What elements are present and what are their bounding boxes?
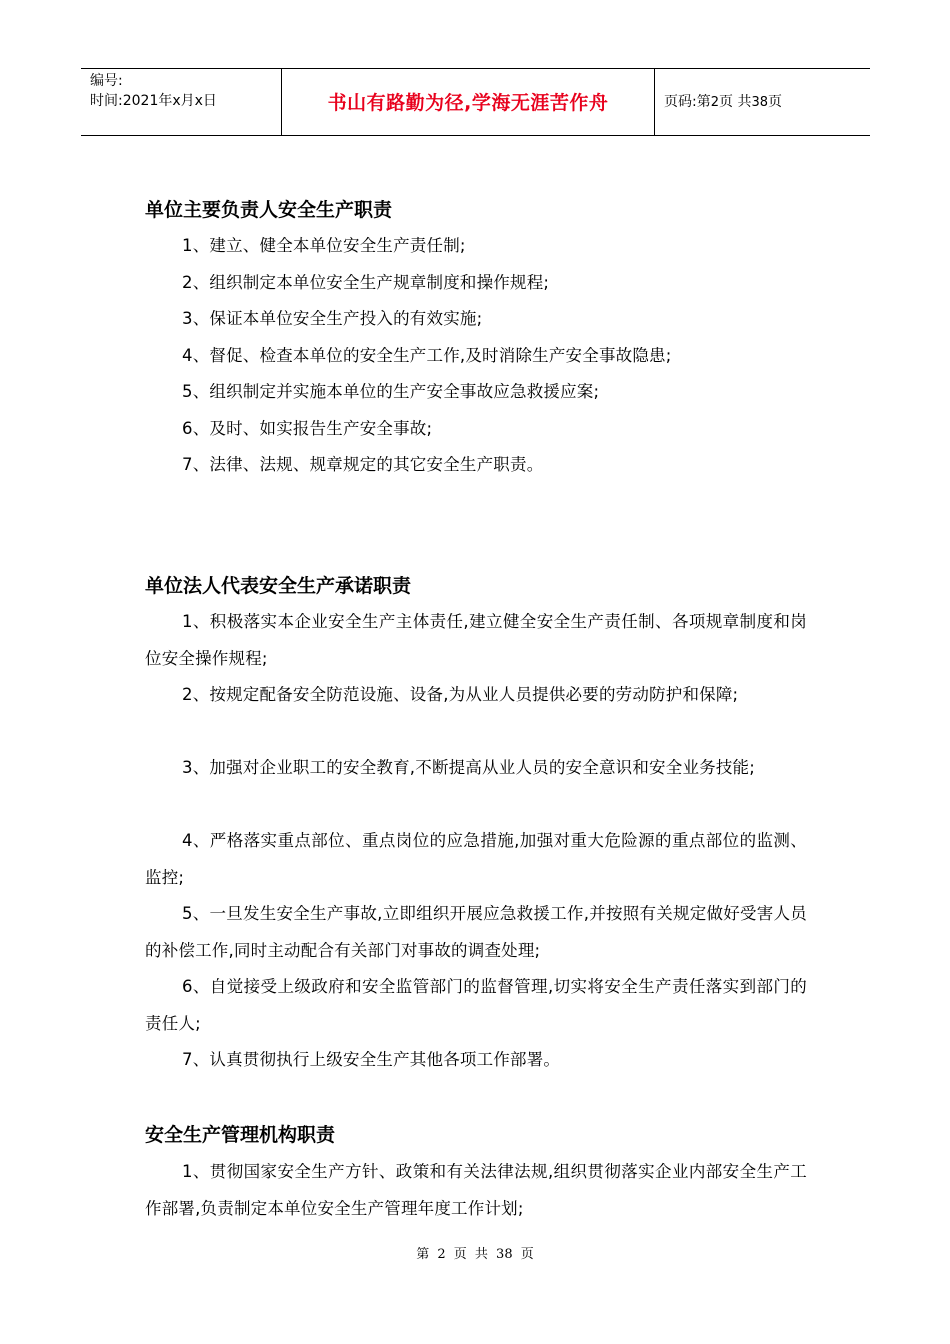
list-item: 6、及时、如实报告生产安全事故; [182,419,433,438]
page-footer: 第 2 页 共 38 页 [416,1247,534,1262]
document-time: 时间:2021年x月x日 [90,93,217,109]
section-title: 单位法人代表安全生产承诺职责 [145,575,412,597]
section-title: 安全生产管理机构职责 [145,1124,336,1146]
list-item: 2、按规定配备安全防范设施、设备,为从业人员提供必要的劳动防护和保障; [182,685,739,704]
list-item: 1、积极落实本企业安全生产主体责任,建立健全安全生产责任制、各项规章制度和岗位安全操作规程; [145,612,807,668]
document-number-label: 编号: [90,73,123,89]
page-header [81,68,870,136]
list-item: 5、一旦发生安全生产事故,立即组织开展应急救援工作,并按照有关规定做好受害人员的补偿工作,同时主动配合有关部门对事故的调查处理; [145,904,807,960]
list-item: 4、督促、检查本单位的安全生产工作,及时消除生产安全事故隐患; [182,346,672,365]
list-item: 7、法律、法规、规章规定的其它安全生产职责。 [182,455,544,474]
page-total: 38 [751,95,768,110]
header-meta-cell [81,69,282,135]
page-current: 2 [710,95,719,110]
page-mid: 页 共 [719,94,752,110]
page-end: 页 [768,94,782,110]
list-item: 4、严格落实重点部位、重点岗位的应急措施,加强对重大危险源的重点部位的监测、监控; [145,831,807,887]
list-item: 2、组织制定本单位安全生产规章制度和操作规程; [182,273,550,292]
list-item: 5、组织制定并实施本单位的生产安全事故应急救援应案; [182,382,600,401]
list-item: 6、自觉接受上级政府和安全监管部门的监督管理,切实将安全生产责任落实到部门的责任人; [145,977,807,1033]
header-motto: 书山有路勤为径,学海无涯苦作舟 [327,92,609,114]
header-motto-cell [282,69,655,135]
header-page-cell [655,69,870,135]
list-item: 1、建立、健全本单位安全生产责任制; [182,236,466,255]
list-item: 7、认真贯彻执行上级安全生产其他各项工作部署。 [182,1050,561,1069]
list-item: 1、贯彻国家安全生产方针、政策和有关法律法规,组织贯彻落实企业内部安全生产工作部署,负责制定本单位安全生产管理年度工作计划; [145,1162,807,1218]
page-label: 页码:第 [664,94,711,110]
section-title: 单位主要负责人安全生产职责 [145,199,393,221]
list-item: 3、保证本单位安全生产投入的有效实施; [182,309,483,328]
header-page-info [664,93,782,112]
list-item: 3、加强对企业职工的安全教育,不断提高从业人员的安全意识和安全业务技能; [182,758,756,777]
